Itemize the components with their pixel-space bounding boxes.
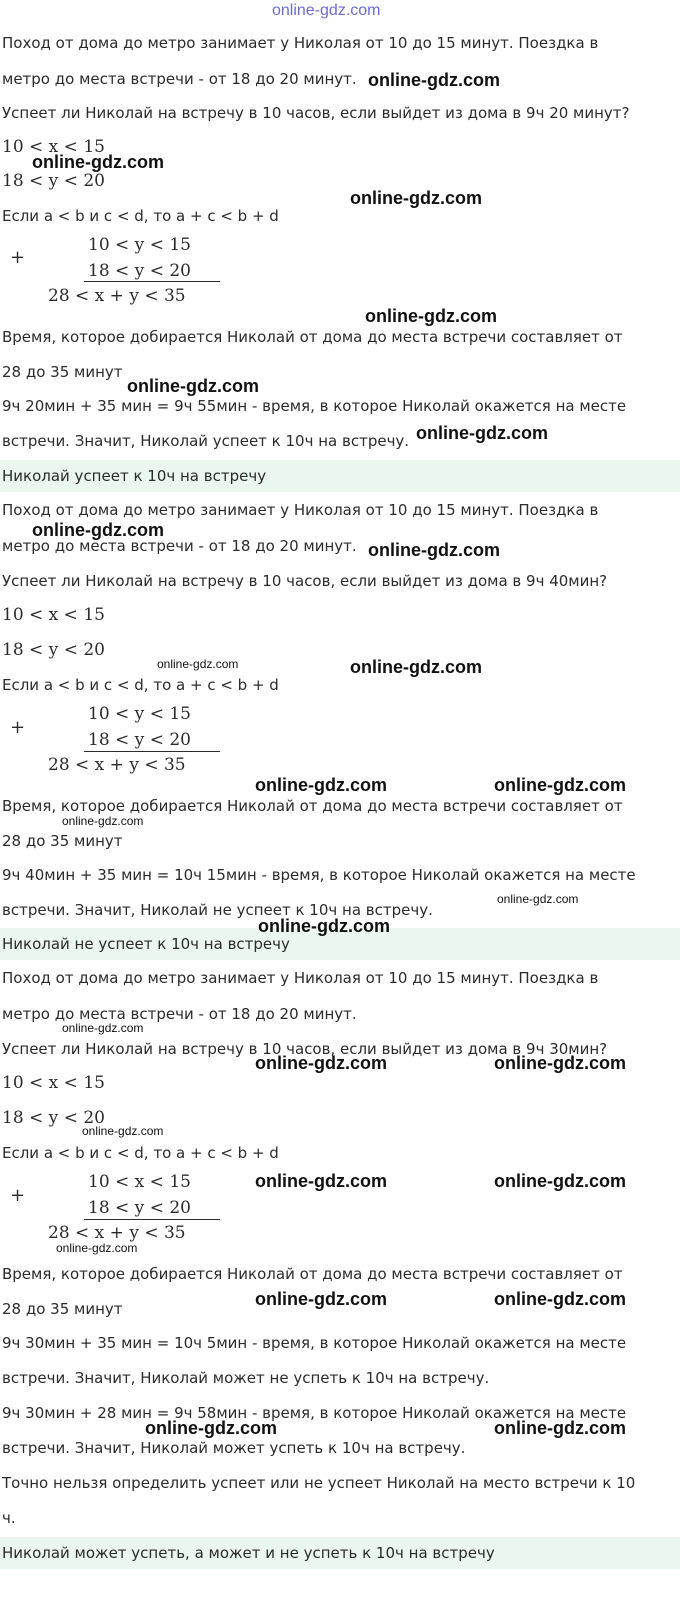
answer-box bbox=[0, 1537, 680, 1569]
sum-result: 28 < x + y < 35 bbox=[48, 1223, 186, 1243]
watermark: online-gdz.com bbox=[255, 775, 387, 795]
rule-text: Если a < b и c < d, то a + c < b + d bbox=[2, 1144, 279, 1162]
watermark: online-gdz.com bbox=[350, 657, 482, 677]
watermark: online-gdz.com bbox=[494, 1171, 626, 1191]
watermark: online-gdz.com bbox=[494, 1418, 626, 1438]
sum-line bbox=[84, 1219, 220, 1220]
watermark: online-gdz.com bbox=[416, 423, 548, 443]
calculation-text: 9ч 30мин + 28 мин = 9ч 58мин - время, в которое Николай окажется на месте bbox=[2, 1404, 627, 1422]
watermark: online-gdz.com bbox=[258, 916, 390, 936]
calculation-text: 9ч 30мин + 35 мин = 10ч 5мин - время, в которое Николай окажется на месте bbox=[2, 1334, 627, 1352]
watermark: online-gdz.com bbox=[255, 1053, 387, 1073]
watermark: online-gdz.com bbox=[62, 1021, 144, 1035]
inequality-y: 18 < y < 20 bbox=[2, 640, 105, 660]
inequality-x: 10 < x < 15 bbox=[2, 605, 105, 625]
sum-row: 18 < y < 20 bbox=[88, 261, 191, 281]
rule-text: Если a < b и c < d, то a + c < b + d bbox=[2, 676, 279, 694]
watermark: online-gdz.com bbox=[255, 1171, 387, 1191]
explanation-text: 28 до 35 минут bbox=[2, 1300, 123, 1318]
watermark: online-gdz.com bbox=[494, 1053, 626, 1073]
question-text: Успеет ли Николай на встречу в 10 часов, если выйдет из дома в 9ч 20 минут? bbox=[2, 104, 630, 122]
plus-sign: + bbox=[10, 1185, 26, 1206]
answer-text: Николай может успеть, а может и не успеть к 10ч на встречу bbox=[2, 1544, 495, 1562]
problem-text: метро до места встречи - от 18 до 20 минут. bbox=[2, 537, 357, 555]
problem-text: метро до места встречи - от 18 до 20 минут. bbox=[2, 70, 357, 88]
watermark: online-gdz.com bbox=[494, 1289, 626, 1309]
question-text: Успеет ли Николай на встречу в 10 часов, если выйдет из дома в 9ч 40мин? bbox=[2, 572, 608, 590]
watermark: online-gdz.com bbox=[272, 2, 381, 19]
conclusion-text: встречи. Значит, Николай может успеть к 10ч на встречу. bbox=[2, 1439, 466, 1457]
explanation-text: 28 до 35 минут bbox=[2, 832, 123, 850]
watermark: online-gdz.com bbox=[157, 657, 239, 671]
question-text: Успеет ли Николай на встречу в 10 часов, если выйдет из дома в 9ч 30мин? bbox=[2, 1040, 608, 1058]
problem-text: Поход от дома до метро занимает у Николая от 10 до 15 минут. Поездка в bbox=[2, 501, 599, 519]
watermark: online-gdz.com bbox=[56, 1241, 138, 1255]
sum-result: 28 < x + y < 35 bbox=[48, 755, 186, 775]
conclusion-text: встречи. Значит, Николай успеет к 10ч на встречу. bbox=[2, 432, 410, 450]
watermark: online-gdz.com bbox=[32, 520, 164, 540]
sum-row: 10 < x < 15 bbox=[88, 1172, 191, 1192]
sum-line bbox=[84, 281, 220, 282]
sum-line bbox=[84, 751, 220, 752]
calculation-text: 9ч 20мин + 35 мин = 9ч 55мин - время, в которое Николай окажется на месте bbox=[2, 397, 627, 415]
answer-box bbox=[0, 460, 680, 492]
sum-row: 18 < y < 20 bbox=[88, 730, 191, 750]
watermark: online-gdz.com bbox=[368, 540, 500, 560]
watermark: online-gdz.com bbox=[365, 306, 497, 326]
inequality-x: 10 < x < 15 bbox=[2, 137, 105, 157]
problem-text: метро до места встречи - от 18 до 20 минут. bbox=[2, 1005, 357, 1023]
conclusion-text: ч. bbox=[2, 1509, 16, 1527]
conclusion-text: встречи. Значит, Николай может не успеть к 10ч на встречу. bbox=[2, 1369, 490, 1387]
plus-sign: + bbox=[10, 247, 26, 268]
answer-text: Николай успеет к 10ч на встречу bbox=[2, 467, 267, 485]
plus-sign: + bbox=[10, 717, 26, 738]
watermark: online-gdz.com bbox=[145, 1418, 277, 1438]
sum-row: 10 < y < 15 bbox=[88, 235, 191, 255]
watermark: online-gdz.com bbox=[497, 892, 579, 906]
watermark: online-gdz.com bbox=[62, 814, 144, 828]
problem-text: Поход от дома до метро занимает у Николая от 10 до 15 минут. Поездка в bbox=[2, 34, 599, 52]
conclusion-text: встречи. Значит, Николай не успеет к 10ч на встречу. bbox=[2, 901, 433, 919]
calculation-text: 9ч 40мин + 35 мин = 10ч 15мин - время, в которое Николай окажется на месте bbox=[2, 866, 636, 884]
sum-row: 18 < y < 20 bbox=[88, 1198, 191, 1218]
problem-text: Поход от дома до метро занимает у Николая от 10 до 15 минут. Поездка в bbox=[2, 969, 599, 987]
watermark: online-gdz.com bbox=[368, 70, 500, 90]
inequality-y: 18 < y < 20 bbox=[2, 1108, 105, 1128]
watermark: online-gdz.com bbox=[32, 152, 164, 172]
watermark: online-gdz.com bbox=[255, 1289, 387, 1309]
inequality-y: 18 < y < 20 bbox=[2, 171, 105, 191]
rule-text: Если a < b и c < d, то a + c < b + d bbox=[2, 207, 279, 225]
explanation-text: Время, которое добирается Николай от дома до места встречи составляет от bbox=[2, 797, 623, 815]
explanation-text: 28 до 35 минут bbox=[2, 363, 123, 381]
explanation-text: Время, которое добирается Николай от дома до места встречи составляет от bbox=[2, 328, 623, 346]
explanation-text: Время, которое добирается Николай от дома до места встречи составляет от bbox=[2, 1265, 623, 1283]
inequality-x: 10 < x < 15 bbox=[2, 1073, 105, 1093]
answer-text: Николай не успеет к 10ч на встречу bbox=[2, 935, 290, 953]
watermark: online-gdz.com bbox=[82, 1124, 164, 1138]
watermark: online-gdz.com bbox=[494, 775, 626, 795]
watermark: online-gdz.com bbox=[350, 188, 482, 208]
sum-row: 10 < y < 15 bbox=[88, 704, 191, 724]
watermark: online-gdz.com bbox=[127, 376, 259, 396]
sum-result: 28 < x + y < 35 bbox=[48, 286, 186, 306]
conclusion-text: Точно нельзя определить успеет или не успеет Николай на место встречи к 10 bbox=[2, 1474, 636, 1492]
